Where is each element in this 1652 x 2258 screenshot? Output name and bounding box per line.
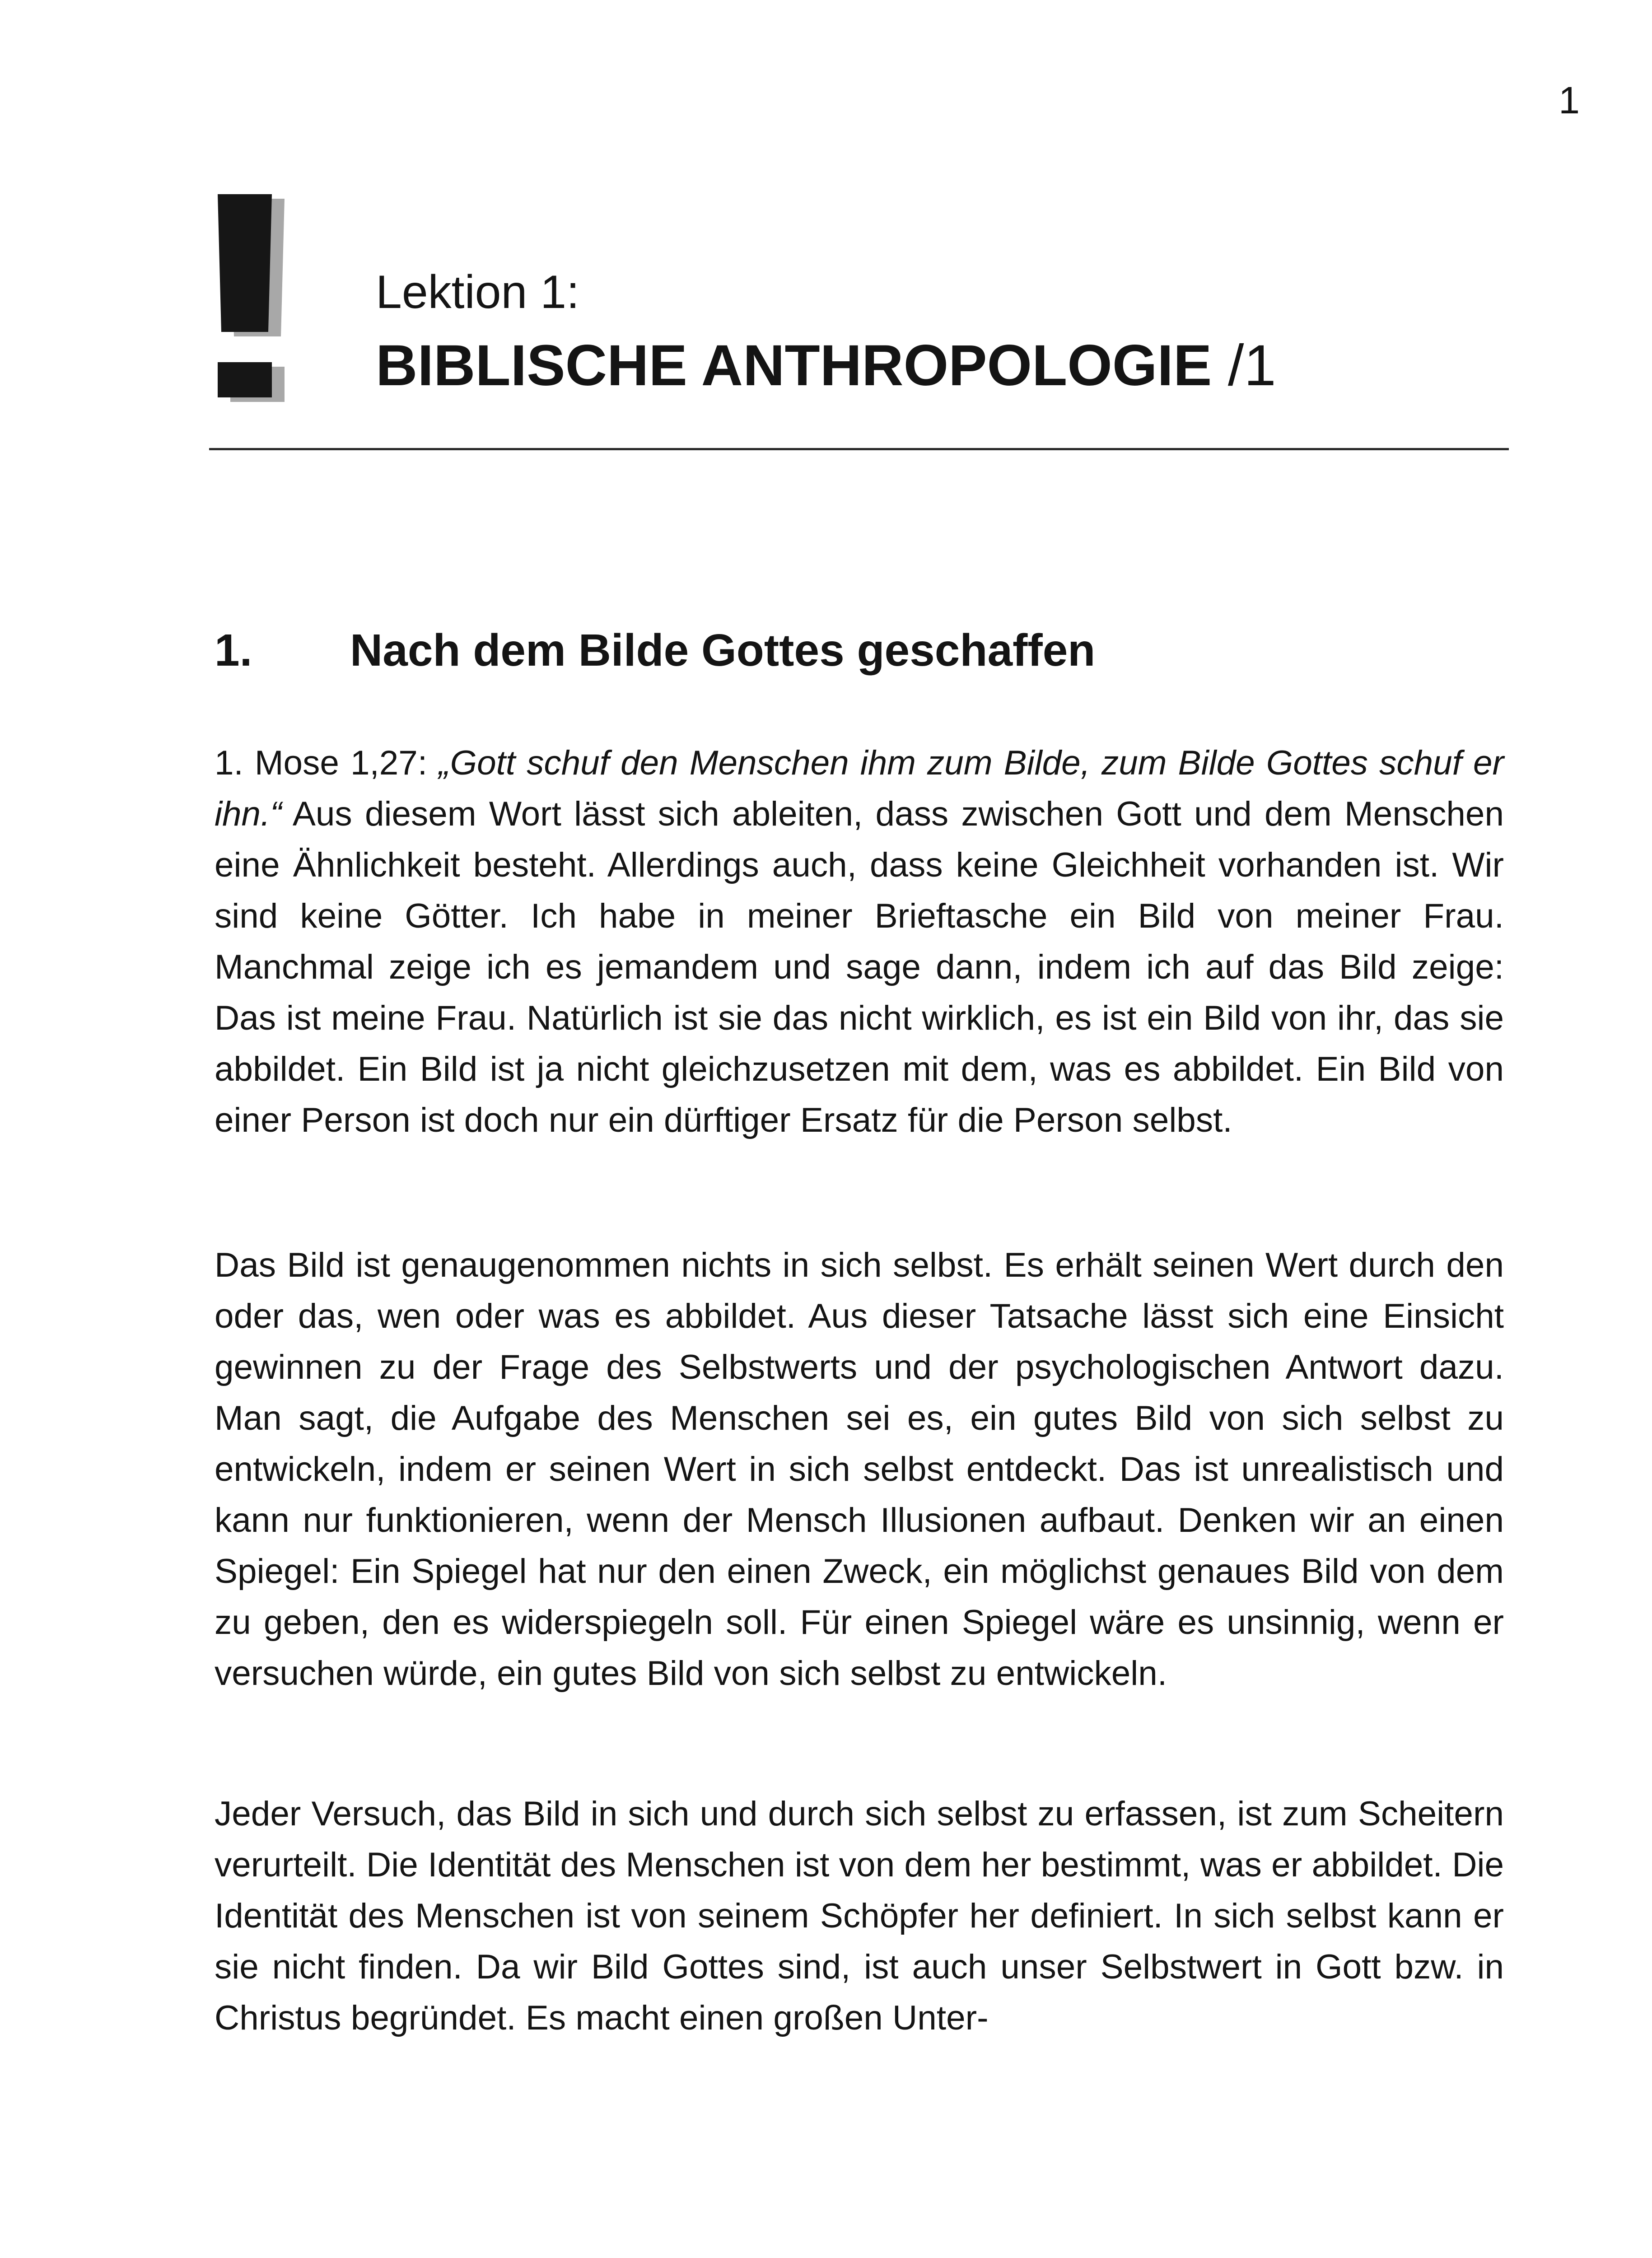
section-number: 1.: [215, 625, 252, 676]
lesson-title: [376, 334, 1276, 398]
lesson-title-main: BIBLISCHE ANTHROPOLOGIE: [376, 333, 1212, 398]
paragraph-3: Jeder Versuch, das Bild in sich und durch sich selbst zu erfassen, ist zum Scheitern verurteilt. Die Identität des Menschen ist von dem her bestimmt, was er abbildet. Die Identität des Menschen ist von seinem Schöpfer her definiert. In sich selbst kann er sie nicht finden. Da wir Bild Gottes sind, ist auch unser Selbstwert in Gott bzw. in Christus begründet. Es macht einen großen Unter-: [215, 1795, 1504, 2037]
paragraph-1: [215, 737, 1504, 1146]
lesson-label: Lektion 1:: [376, 266, 579, 318]
section-heading: [215, 623, 1095, 677]
bible-reference: 1. Mose 1,27:: [215, 744, 439, 782]
bible-quote: „Gott schuf den Menschen ihm zum Bilde, zum Bilde Gottes schuf er ihn.“: [215, 744, 1504, 833]
section-title: Nach dem Bilde Gottes geschaffen: [350, 625, 1096, 676]
paragraph-2: Das Bild ist genaugenommen nichts in sich selbst. Es erhält seinen Wert durch den oder das, wen oder was es abbildet. Aus dieser Tatsache lässt sich eine Einsicht gewinnen zu der Frage des Selbstwerts und der psychologischen Antwort dazu. Man sagt, die Aufgabe des Menschen sei es, ein gutes Bild von sich selbst zu entwickeln, indem er seinen Wert in sich selbst entdeckt. Das ist unrealistisch und kann nur funktionieren, wenn der Mensch Illusionen aufbaut. Denken wir an einen Spiegel: Ein Spiegel hat nur den einen Zweck, ein möglichst genaues Bild von dem zu geben, den es widerspiegeln soll. Für einen Spiegel wäre es unsinnig, wenn er versuchen würde, ein gutes Bild von sich selbst zu entwickeln.: [215, 1246, 1504, 1693]
title-divider: [209, 448, 1509, 450]
lesson-title-suffix: /1: [1227, 333, 1276, 398]
paragraph-1-text: Aus diesem Wort lässt sich ableiten, dass zwischen Gott und dem Menschen eine Ähnlichkeit besteht. Allerdings auch, dass keine Gleichheit vorhanden ist. Wir sind keine Götter. Ich habe in meiner Brieftasche ein Bild von meiner Frau. Manchmal zeige ich es jemandem und sage dann, indem ich auf das Bild zeige: Das ist meine Frau. Natürlich ist sie das nicht wirklich, es ist ein Bild von ihr, das sie abbildet. Ein Bild ist ja nicht gleichzusetzen mit dem, was es abbildet. Ein Bild von einer Person ist doch nur ein dürftiger Ersatz für die Person selbst.: [215, 795, 1504, 1139]
page-number: 1: [1559, 79, 1580, 121]
exclamation-mark-icon: [218, 194, 285, 402]
